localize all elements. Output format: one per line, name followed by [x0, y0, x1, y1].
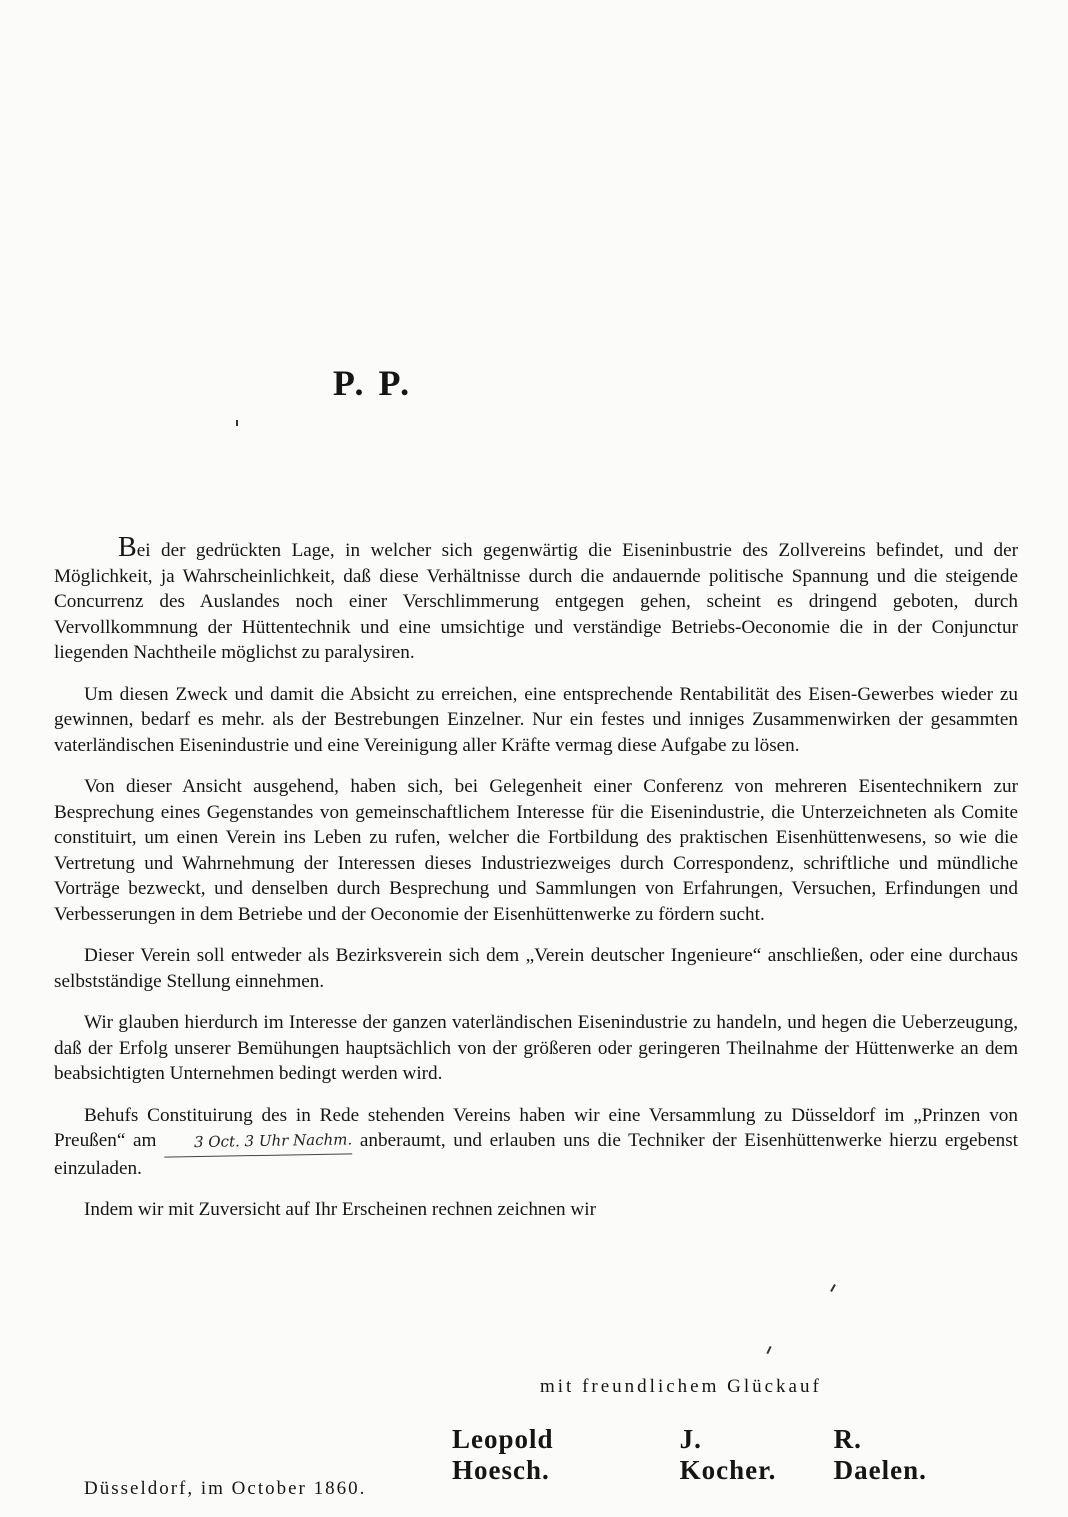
paragraph-2: Um diesen Zweck und damit die Absicht zu erreichen, eine entsprechende Rentabilität des Eisen-Gewerbes wieder zu gewinnen, bedarf es mehr. als der Bestrebungen Einzelner. Nur ein festes und inniges Zusammenwirken der gesammten vaterländischen Eisenindustrie und eine Vereinigung aller Kräfte vermag diese Aufgabe zu lösen.	[54, 683, 1018, 756]
letter-body	[54, 532, 1018, 1239]
ink-speck	[766, 1346, 771, 1354]
drop-cap: B	[118, 532, 137, 563]
paragraph-1	[54, 532, 1018, 666]
paragraph-5: Wir glauben hierdurch im Interesse der ganzen vaterländischen Eisenindustrie zu handeln, und hegen die Ueberzeugung, daß der Erfolg unserer Bemühungen hauptsächlich von der größeren oder geringeren Theilnahme der Hüttenwerke an dem beabsichtigten Unternehmen bedingt werden wird.	[54, 1012, 1018, 1084]
paragraph-4: Dieser Verein soll entweder als Bezirksverein sich dem „Verein deutscher Ingenieure“ anschließen, oder eine durchaus selbstständige Stellung einnehmen.	[54, 945, 1018, 992]
ink-speck	[830, 1284, 836, 1292]
place-and-date: Düsseldorf, im October 1860.	[84, 1478, 367, 1499]
letter-heading: P. P.	[332, 363, 413, 403]
paragraph-6-text-before: Behufs Constituirung des in Rede stehenden Vereins haben wir eine Versammlung zu Düsseldorf im „Prinzen von Preußen“ am	[54, 1104, 1018, 1151]
signature-block	[452, 1424, 952, 1486]
ink-speck	[236, 420, 238, 426]
paragraph-1-text: ei der gedrückten Lage, in welcher sich gegenwärtig die Eiseninbustrie des Zollvereins befindet, und der Möglichkeit, ja Wahrscheinlichkeit, daß diese Verhältnisse durch die andauernde politische Spannung und die steigende Concurrenz des Auslandes noch einer Verschlimmerung entgegen gehen, scheint es dringend geboten, durch Vervollkommnung der Hüttentechnik und eine umsichtige und verständige Betriebs-Oeconomie die in der Conjunctur liegenden Nachtheile möglichst zu paralysiren.	[54, 540, 1018, 663]
paragraph-6-text-after: anberaumt, und erlauben uns die Techniker der Eisenhüttenwerke hierzu ergebenst einzuladen.	[54, 1130, 1018, 1179]
signature-daelen: R. Daelen.	[833, 1424, 927, 1485]
signature-kocher: J. Kocher.	[679, 1424, 777, 1485]
closing-salutation: mit freundlichem Glückauf	[540, 1376, 822, 1397]
handwritten-date-entry: 3 Oct. 3 Uhr Nachm.	[164, 1127, 353, 1157]
signature-hoesch: Leopold Hoesch.	[452, 1424, 554, 1485]
paragraph-6	[54, 1103, 1018, 1182]
paragraph-3: Von dieser Ansicht ausgehend, haben sich, bei Gelegenheit einer Conferenz von mehreren Eisentechnikern zur Besprechung eines Gegenstandes von gemeinschaftlichem Interesse für die Eisenindustrie, die Unterzeichneten als Comite constituirt, um einen Verein ins Leben zu rufen, welcher die Fortbildung des praktischen Eisenhüttenwesens, so wie die Vertretung und Wahrnehmung der Interessen dieses Industriezweiges durch Correspondenz, schriftliche und mündliche Vorträge bezweckt, und denselben durch Besprechung und Sammlungen von Erfahrungen, Versuchen, Erfindungen und Verbesserungen in dem Betriebe und der Oeconomie der Eisenhüttenwerke zu fördern sucht.	[54, 776, 1018, 925]
paragraph-7: Indem wir mit Zuversicht auf Ihr Erscheinen rechnen zeichnen wir	[84, 1199, 596, 1220]
